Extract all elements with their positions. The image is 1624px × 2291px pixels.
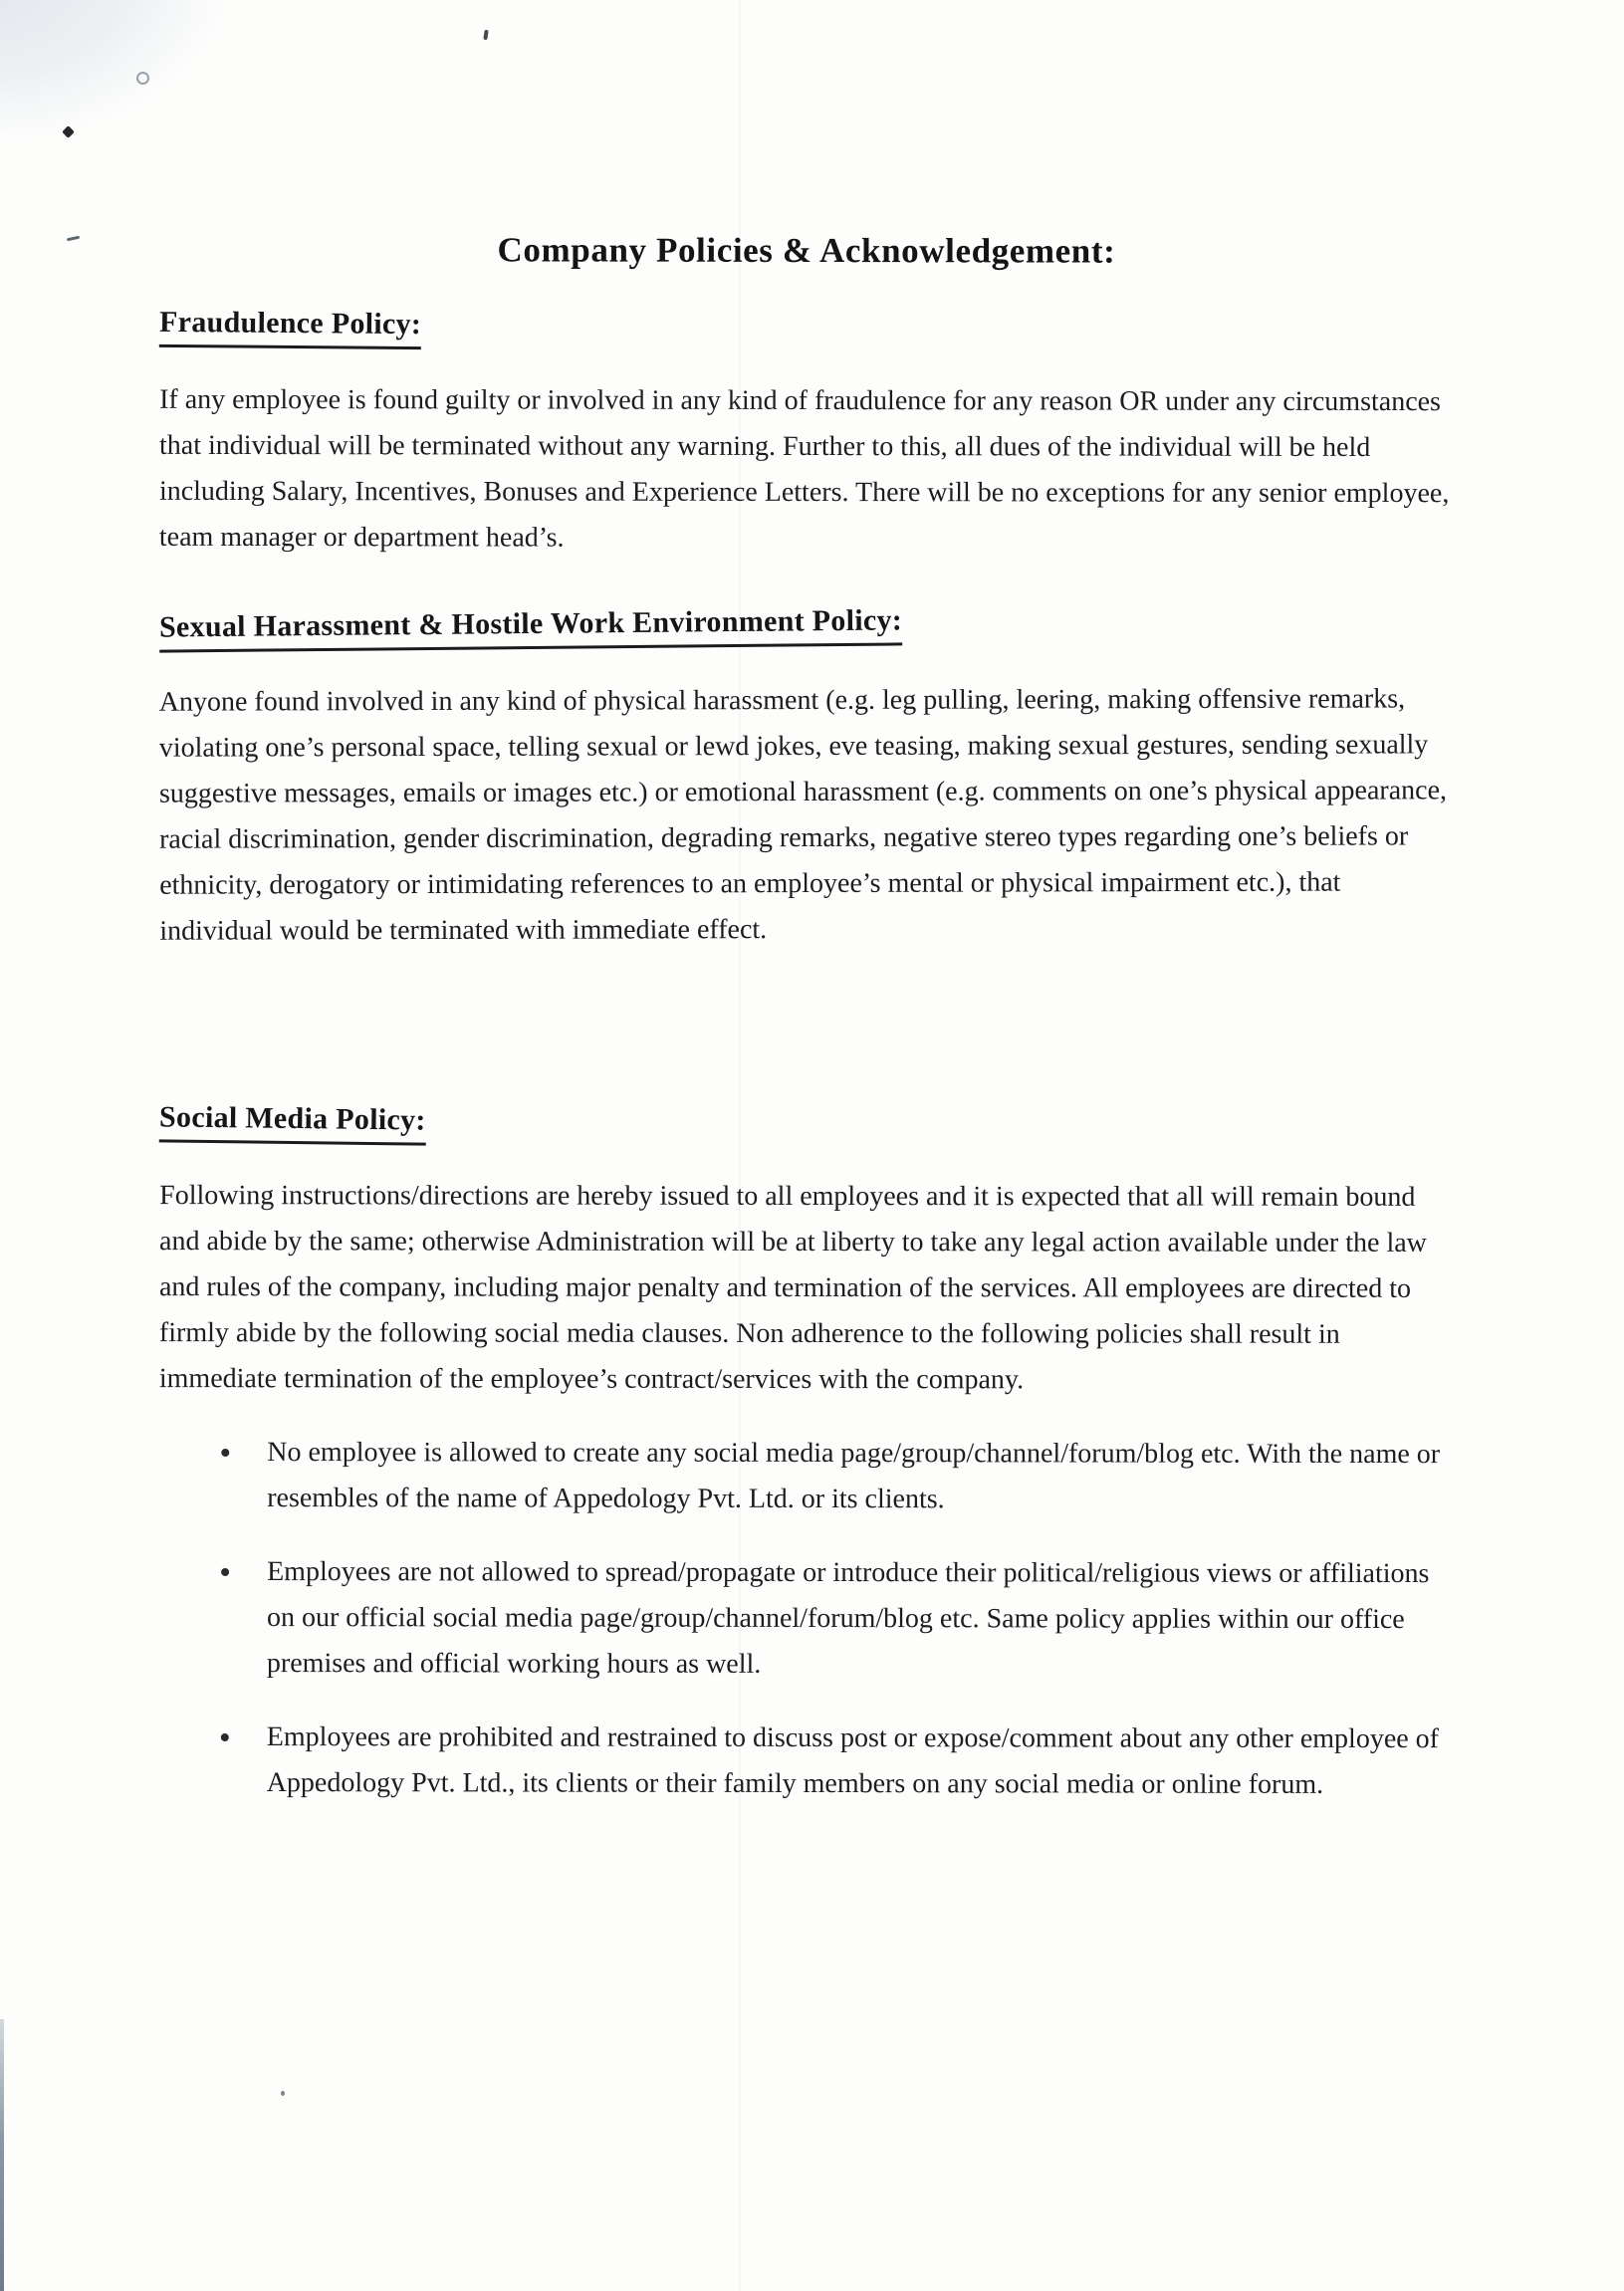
bullet-dot-icon [221, 1567, 229, 1575]
scan-corner-shadow [0, 0, 239, 149]
section-fraudulence [159, 305, 1454, 348]
scan-speck-ring [136, 72, 149, 85]
social-media-policy-heading: Social Media Policy: [159, 1098, 426, 1145]
harassment-policy-heading: Sexual Harassment & Hostile Work Environment Policy: [159, 601, 903, 652]
harassment-policy-paragraph: Anyone found involved in any kind of physical harassment (e.g. leg pulling, leering, making offensive remarks, violating one’s personal space, telling sexual or lewd jokes, eve teasing, making sexual gestures, sending sexually suggestive messages, emails or images etc.) or emotional harassment (e.g. comments on one’s physical appearance, racial discrimination, gender discrimination, degrading remarks, negative stereo types regarding one’s beliefs or ethnicity, derogatory or intimidating references to an employee’s mental or physical impairment etc.), that individual would be terminated with immediate effect. [158, 683, 1448, 947]
bullet-item [159, 1548, 1454, 1688]
scan-speck-tick [483, 30, 488, 40]
bullet-item [159, 1714, 1454, 1807]
social-media-bullet-list [159, 1429, 1455, 1807]
social-media-policy-paragraph: Following instructions/directions are hereby issued to all employees and it is expected that all will remain bound and abide by the same; otherwise Administration will be at liberty to take any legal action available under the law and rules of the company, including major penalty and termination of the services. All employees are directed to firmly abide by the following social media clauses. Non adherence to the following policies shall result in immediate termination of the employee’s contract/services with the company. [158, 1179, 1427, 1395]
section-social-media [159, 1100, 1454, 1144]
bullet-text: No employee is allowed to create any social media page/group/channel/forum/blog etc. With the name or resembles of the name of Appedology Pvt. Ltd. or its clients. [267, 1436, 1441, 1514]
fraudulence-policy-heading: Fraudulence Policy: [159, 304, 422, 349]
scan-edge-line [0, 2019, 4, 2291]
bullet-text: Employees are not allowed to spread/propagate or introduce their political/religious views or affiliations on our official social media page/group/channel/forum/blog etc. Same policy applies within our office premises and official working hours as well. [266, 1555, 1430, 1680]
section-harassment [158, 602, 1454, 649]
page-title: Company Policies & Acknowledgement: [497, 230, 1116, 271]
scan-speck-dot [281, 2091, 285, 2096]
bullet-dot-icon [221, 1448, 229, 1456]
bullet-text: Employees are prohibited and restrained to discuss post or expose/comment about any other employee of Appedology Pvt. Ltd., its clients or their family members on any social media or online forum. [266, 1720, 1440, 1800]
fraudulence-policy-paragraph: If any employee is found guilty or involved in any kind of fraudulence for any reason OR under any circumstances that individual will be terminated without any warning. Further to this, all dues of the individual will be held including Salary, Incentives, Bonuses and Experience Letters. There will be no exceptions for any senior employee, team manager or department head’s. [158, 383, 1450, 554]
document-content [159, 231, 1454, 1807]
scan-speck-dash [67, 236, 80, 242]
bullet-dot-icon [221, 1732, 229, 1740]
scan-speck-diamond [62, 125, 75, 138]
bullet-item [159, 1429, 1454, 1522]
